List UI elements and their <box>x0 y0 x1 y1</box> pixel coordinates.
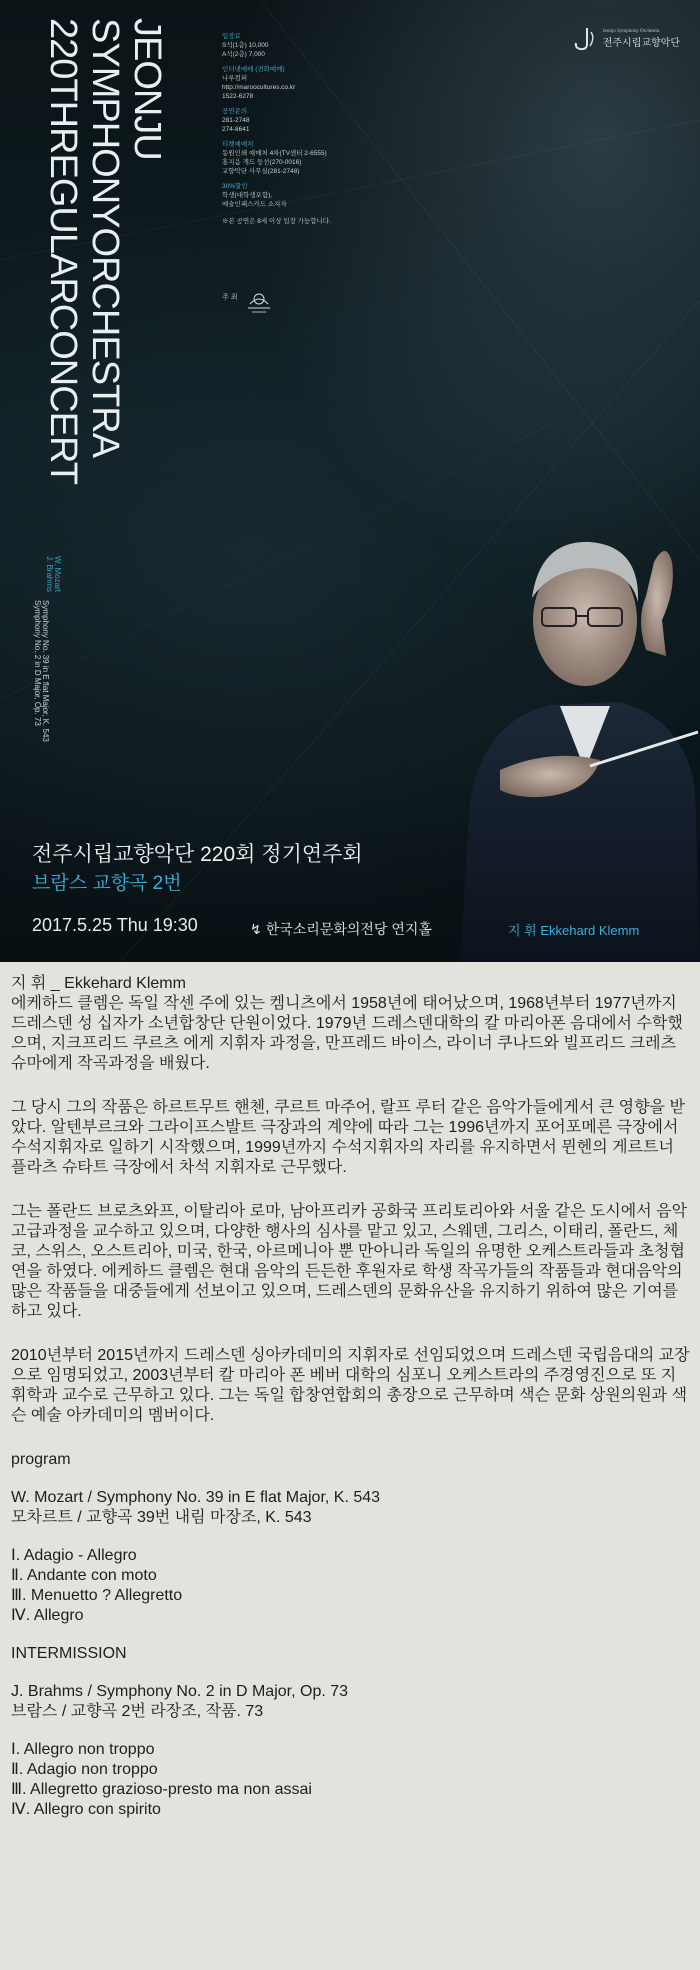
concert-poster <box>0 0 700 962</box>
brahms-movement: Ⅲ. Allegretto grazioso-presto ma non assai <box>11 1781 312 1798</box>
brahms-movement: Ⅱ. Adagio non troppo <box>11 1761 158 1778</box>
mozart-movement: Ⅰ. Adagio - Allegro <box>11 1547 137 1564</box>
concert-venue <box>250 919 432 939</box>
article-body <box>0 962 700 1820</box>
bio-paragraph-4: 2010년부터 2015년까지 드레스덴 싱아카데미의 지휘자로 선임되었으며 드레스덴 국립음대의 교장으로 임명되었고, 2003년부터 칼 마리아 폰 베버 대학의 심포니 오케스트라의 주경영진으로 또 지휘학과 교수로 근무하고 있다. 그는 독일 합창연합회의 총장으로 근무하며 색슨 문화 상원의원과 색슨 예술 아카데미의 멤버이다. <box>11 1347 690 1424</box>
inquiry-line: 274-8641 <box>222 126 250 133</box>
outlet-line: 홍지음 개드 둥선(270-0016) <box>222 159 302 166</box>
conductor-photo <box>440 470 700 962</box>
outlet-line: 교향악단 사무실(281-2748) <box>222 168 300 175</box>
host-label: 주 최 <box>222 294 238 301</box>
venue-name: 한국소리문화의전당 연지홀 <box>265 921 432 937</box>
mozart-movement: Ⅱ. Andante con moto <box>11 1567 157 1584</box>
program-composer-mozart: W. Mozart <box>53 556 62 593</box>
intermission-label: INTERMISSION <box>11 1645 127 1662</box>
conductor-label: 지 휘 Ekkehard Klemm <box>508 923 640 938</box>
brahms-movement: Ⅳ. Allegro con spirito <box>11 1801 161 1818</box>
orchestra-logo-icon <box>573 26 597 52</box>
concert-title: 전주시립교향악단 220회 정기연주회 <box>32 843 363 866</box>
age-notice: ※본 공연은 8세 이상 입장 가능합니다. <box>222 218 331 225</box>
brand-korean-name: 전주시립교향악단 <box>602 38 680 49</box>
poster-title-line-3: 220THREGULARCONCERT <box>42 18 84 484</box>
ticket-line: 나루컴퍼 <box>222 75 248 82</box>
program-work-mozart: Symphony No. 39 in E flat Major, K. 543 <box>41 600 50 742</box>
brahms-title-en: J. Brahms / Symphony No. 2 in D Major, Op. 73 <box>11 1683 349 1700</box>
price-line: S석(1층) 10,000 <box>222 42 269 49</box>
discount-heading: 30%할인 <box>222 183 248 190</box>
price-heading: 입장료 <box>222 33 241 40</box>
concert-date: 2017.5.25 Thu 19:30 <box>32 915 198 935</box>
bio-paragraph-1: 에케하드 클렘은 독일 작센 주에 있는 켐니츠에서 1958년에 태어났으며, 1968년부터 1977년까지 드레스덴 성 십자가 소년합창단 단원이었다. 1979년 드레스덴대학의 칼 마리아폰 음대에서 수학했으며, 지크프리드 쿠르츠 에게 지휘자 과정을, 만프레드 바이스, 라이너 쿠나드와 빌프리드 크레츠슈마에게 작곡과정을 배웠다. <box>11 995 683 1072</box>
discount-line: 학생(대학생포함), <box>222 192 273 199</box>
bio-paragraph-3: 그는 폴란드 브로츠와프, 이탈리아 로마, 남아프리카 공화국 프리토리아와 서울 같은 도시에서 음악고급과정을 교수하고 있으며, 다양한 행사의 심사를 맡고 있고, 스웨덴, 그리스, 이태리, 폴란드, 체코, 스위스, 오스트리아, 미국, 한국, 아르메니아 뿐 만아니라 독일의 유명한 오케스트라들과 초청협연을 하였다. 에케하드 클렘은 현대 음악의 든든한 후원자로 학생 작곡가들의 작품들과 현대음악의 많은 작품들을 대중들에게 선보이고 있으며, 드레스덴의 문화유산을 유지하기 위하여 많은 기여를 하고 있다. <box>11 1203 688 1320</box>
program-composer-brahms: J. Brahms <box>45 556 54 593</box>
price-line: A석(2층) 7,000 <box>222 51 265 58</box>
bio-paragraph-2: 그 당시 그의 작품은 하르트무트 핸첸, 쿠르트 마주어, 랄프 루터 같은 음악가들에게서 큰 영향을 받았다. 알텐부르크와 그라이프스발트 극장과의 계약에 따라 그는 1996년까지 포어포메른 극장에서 수석지휘자로 일하기 시작했으며, 1999년까지 수석지휘자의 자리를 유지하면서 뮌헨의 게르트너 플라츠 슈타트 극장에서 차석 지휘자로 근무했다. <box>11 1099 685 1176</box>
inquiry-line: 281-2748 <box>222 117 250 124</box>
conductor-heading: 지 휘 _ Ekkehard Klemm <box>11 975 186 992</box>
program-work-brahms: Symphony No. 2 in D Major, Op. 73 <box>33 600 42 726</box>
poster-title-line-2: SYMPHONYORCHESTRA <box>84 18 126 458</box>
mozart-title-en: W. Mozart / Symphony No. 39 in E flat Major, K. 543 <box>11 1489 381 1506</box>
outlet-line: 동원인쇄 예매처 4차(TV센터 2-6555) <box>222 150 327 157</box>
ticket-line: http://maroocultures.co.kr <box>222 84 296 91</box>
outlet-heading: 티켓예매처 <box>222 141 254 148</box>
orchestra-brand <box>573 26 680 52</box>
ticket-line: 1522-6278 <box>222 93 254 100</box>
mozart-movement: Ⅲ. Menuetto ? Allegretto <box>11 1587 183 1604</box>
venue-logo-icon: ↯ <box>250 920 262 937</box>
poster-title-line-1: JEONJU <box>126 18 168 160</box>
brahms-title-ko: 브람스 / 교향곡 2번 라장조, 작품. 73 <box>11 1703 264 1720</box>
mozart-movement: Ⅳ. Allegro <box>11 1607 84 1624</box>
concert-subtitle: 브람스 교향곡 2번 <box>32 873 182 894</box>
host-logo-icon <box>244 290 274 316</box>
discount-line: 예술인패스카드 소지자 <box>222 201 287 208</box>
mozart-title-ko: 모차르트 / 교향곡 39번 내림 마장조, K. 543 <box>11 1509 312 1526</box>
inquiry-heading: 공연문의 <box>222 108 248 115</box>
brahms-movement: Ⅰ. Allegro non troppo <box>11 1741 155 1758</box>
ticket-heading: 인터넷예매 (전화예매) <box>222 66 285 73</box>
program-heading: program <box>11 1451 71 1468</box>
brand-english-name: Jeonju Symphony Orchestra <box>602 29 660 34</box>
poster-info-block <box>222 26 382 226</box>
